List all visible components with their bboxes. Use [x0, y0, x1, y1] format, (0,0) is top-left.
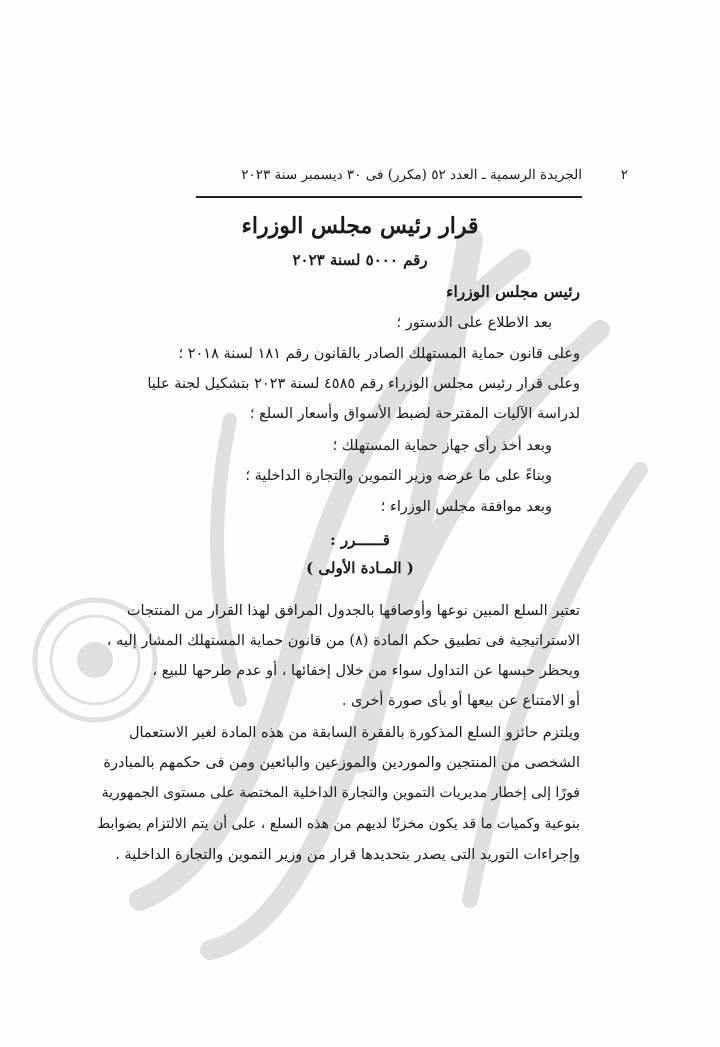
preamble-line: لدراسة الآليات المقترحة لضبط الأسواق وأسعار السلع ؛ [249, 406, 580, 422]
article-one-line: تعتبر السلع المبين نوعها وأوصافها بالجدول المرافق لهذا القرار من المنتجات [126, 603, 580, 619]
preamble-line: بعد الاطلاع على الدستور ؛ [396, 315, 552, 331]
article-one-line: وإجراءات التوريد التى يصدر بتحديدها قرار من وزير التموين والتجارة الداخلية . [115, 847, 580, 863]
header-title: الجريدة الرسمية ـ العدد ٥٢ (مكرر) فى ٣٠ ديسمبر سنة ٢٠٢٣ [241, 167, 582, 183]
preamble-line: وعلى قرار رئيس مجلس الوزراء رقم ٤٥٨٥ لسنة ٢٠٢٣ بتشكيل لجنة عليا [147, 376, 580, 392]
article-one-line: الشخصى من المنتجين والموردين والموزعين والبائعين ومن فى حكمهم بالمبادرة [103, 755, 580, 771]
decree-title: قرار رئيس مجلس الوزراء [241, 213, 479, 239]
decree-number: رقم ٥٠٠٠ لسنة ٢٠٢٣ [292, 251, 428, 269]
article-one-line: الاستراتيجية فى تطبيق حكم المادة (٨) من قانون حماية المستهلك المشار إليه ، [106, 633, 580, 649]
preamble-line: وعلى قانون حماية المستهلك الصادر بالقانون رقم ١٨١ لسنة ٢٠١٨ ؛ [178, 346, 580, 362]
preamble-line: وبعد موافقة مجلس الوزراء ؛ [380, 499, 552, 515]
article-one-line: فورًا إلى إخطار مديريات التموين والتجارة الداخلية المختصة على مستوى الجمهورية [101, 785, 580, 801]
preamble-line: وبناءً على ما عرضه وزير التموين والتجارة الداخلية ؛ [245, 468, 552, 484]
article-one-line: بنوعية وكميات ما قد يكون مخزنًا لديهم من هذه السلع ، على أن يتم الالتزام بضوابط [97, 816, 580, 832]
article-one-line: أو الامتناع عن بيعها أو بأى صورة أخرى . [341, 693, 580, 709]
preamble-heading: رئيس مجلس الوزراء [446, 282, 580, 301]
page-number: ٢ [620, 167, 628, 183]
preamble-line: وبعد أخذ رأى جهاز حماية المستهلك ؛ [332, 438, 552, 454]
article-one-line: ويلتزم حائزو السلع المذكورة بالفقرة السابقة من هذه المادة لغير الاستعمال [128, 725, 580, 741]
header-divider [196, 196, 582, 198]
article-one-heading: ( المـادة الأولى ) [306, 559, 414, 577]
article-one-line: ويحظر حبسها عن التداول سواء من خلال إخفائها ، أو عدم طرحها للبيع ، [152, 663, 580, 679]
decided-heading: قــــــرر : [330, 531, 390, 549]
running-header [196, 167, 628, 183]
